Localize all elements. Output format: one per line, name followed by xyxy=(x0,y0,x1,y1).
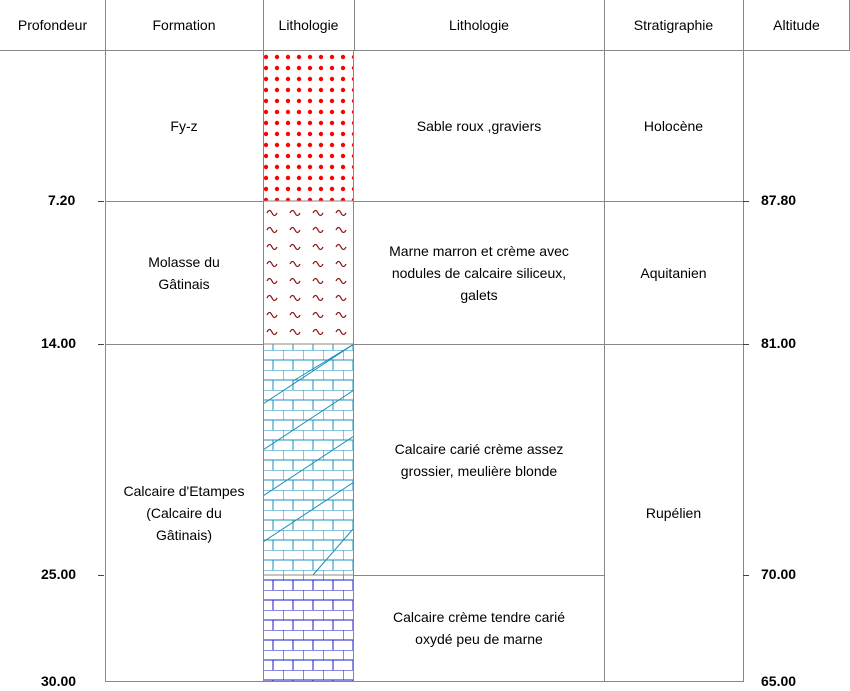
lithology-4: Calcaire crème tendre carié oxydé peu de marne xyxy=(393,609,565,647)
altitude-label-4: 65.00 xyxy=(761,673,797,689)
altitude-label-2: 81.00 xyxy=(761,335,797,351)
depth-label-4: 30.00 xyxy=(41,673,77,689)
depth-tick-2 xyxy=(98,344,104,345)
header-lithologie-pattern: Lithologie xyxy=(278,17,339,33)
altitude-label-3: 70.00 xyxy=(761,566,797,582)
header-altitude: Altitude xyxy=(773,17,820,33)
header-formation: Formation xyxy=(152,17,216,33)
altitude-tick-3 xyxy=(743,575,749,576)
depth-tick-3 xyxy=(98,575,104,576)
stratigraphy-1: Holocène xyxy=(643,117,704,134)
depth-tick-1 xyxy=(98,201,104,202)
lithology-2: Marne marron et crème avec nodules de calcaire siliceux, galets xyxy=(389,242,569,303)
altitude-label-1: 87.80 xyxy=(761,192,797,208)
boundary-bottom xyxy=(105,681,743,682)
formation-1: Fy-z xyxy=(170,117,198,134)
lithology-1: Sable roux ,graviers xyxy=(416,117,542,134)
formation-3: Calcaire d'Etampes (Calcaire du Gâtinais) xyxy=(123,482,245,543)
col-line-5 xyxy=(743,0,744,682)
depth-label-1: 7.20 xyxy=(48,192,76,208)
limestone-cyan-layer xyxy=(263,344,354,575)
header-profondeur: Profondeur xyxy=(17,17,88,33)
depth-label-2: 14.00 xyxy=(41,335,77,351)
header-stratigraphie: Stratigraphie xyxy=(633,17,714,33)
sand-layer xyxy=(263,50,354,201)
col-line-3 xyxy=(354,0,355,50)
depth-label-3: 25.00 xyxy=(41,566,77,582)
lithology-3: Calcaire carié crème assez grossier, meulière blonde xyxy=(394,440,564,479)
col-line-2 xyxy=(263,0,264,50)
header-lithologie: Lithologie xyxy=(449,17,509,33)
formation-2: Molasse du Gâtinais xyxy=(148,253,220,292)
stratigraphy-3: Rupélien xyxy=(645,504,702,521)
altitude-tick-1 xyxy=(743,201,749,202)
stratigraphy-2: Aquitanien xyxy=(640,264,707,281)
limestone-blue-layer xyxy=(263,575,354,682)
lithology-pattern-column xyxy=(263,50,354,682)
marl-layer xyxy=(263,201,354,344)
altitude-tick-2 xyxy=(743,344,749,345)
